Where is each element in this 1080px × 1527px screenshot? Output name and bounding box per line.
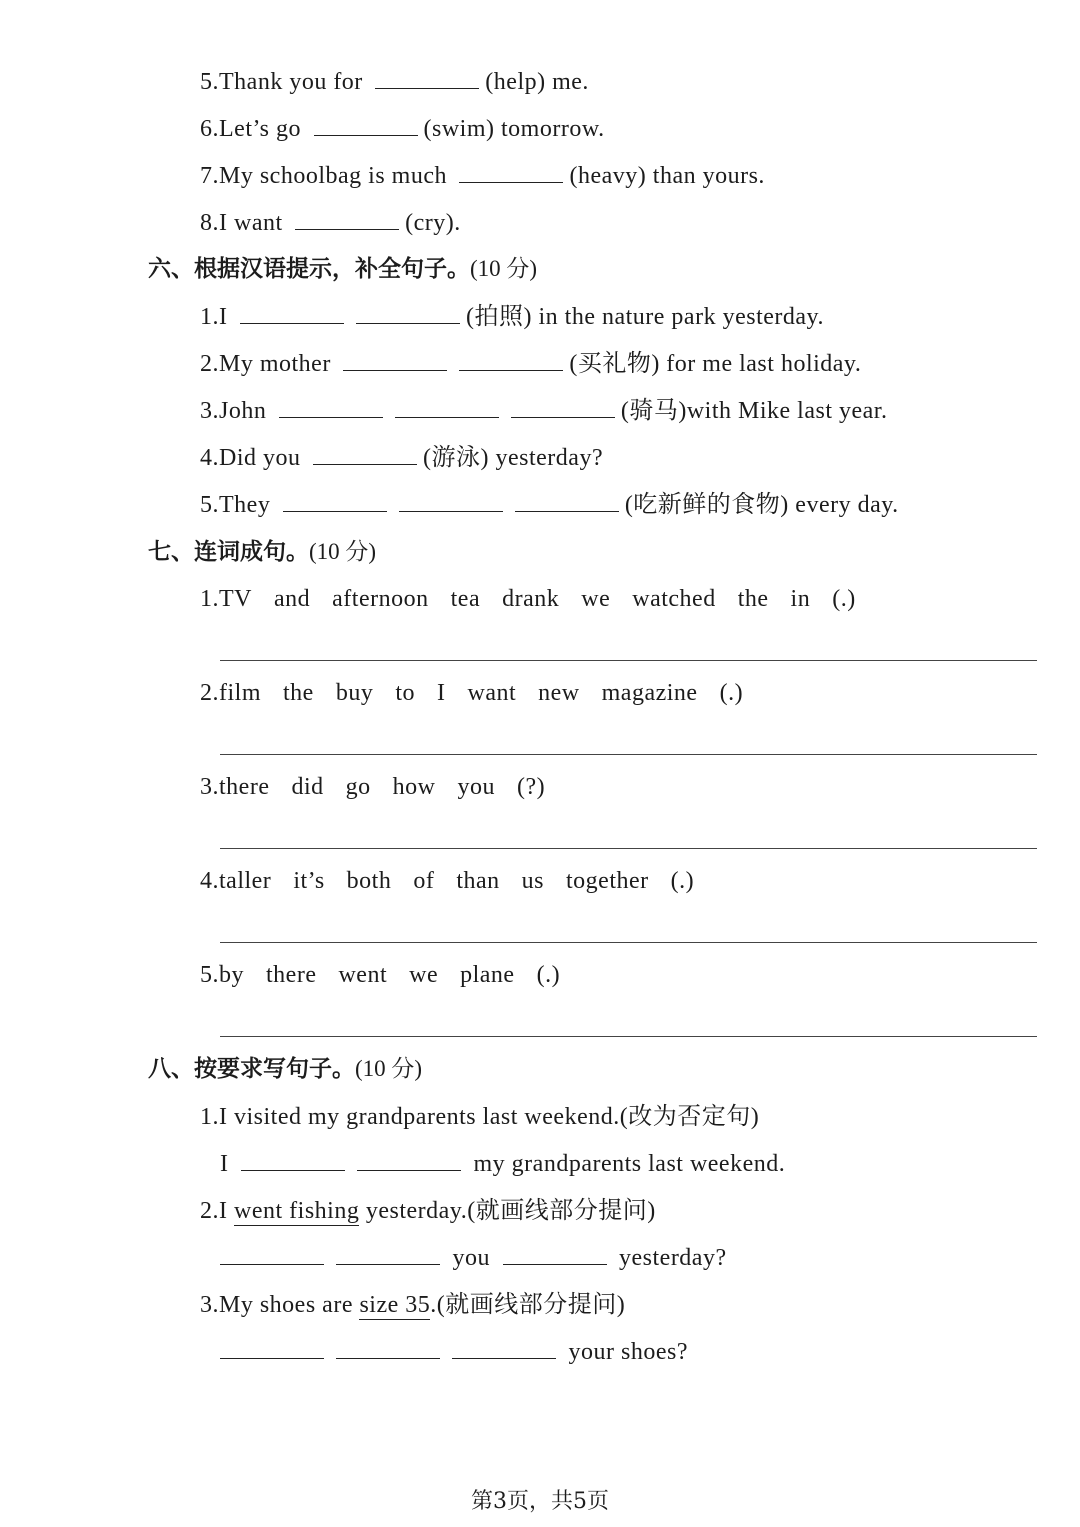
scrambled-word: to (395, 680, 415, 706)
scrambled-word: went (338, 962, 388, 988)
answer-blank[interactable] (399, 491, 503, 512)
item-text: 6.Let’s go (200, 116, 301, 142)
item-number: 5. (200, 962, 219, 988)
s7-item-2 (200, 678, 765, 708)
answer-line[interactable] (220, 942, 1037, 943)
item-text: 5.They (200, 492, 271, 518)
s5-item-8 (200, 208, 461, 238)
s8-q1-prompt: 1.I visited my grandparents last weekend.(改为否定句) (200, 1104, 760, 1130)
scrambled-word: plane (460, 962, 515, 988)
scrambled-word: it’s (293, 868, 325, 894)
item-text: 3.My shoes are (200, 1292, 353, 1318)
scrambled-word: by (219, 962, 244, 988)
s8-q2-answer (220, 1243, 727, 1273)
scrambled-word: we (581, 586, 611, 612)
scrambled-word: you (457, 774, 495, 800)
scrambled-word: how (392, 774, 436, 800)
item-text: (cry). (405, 210, 461, 236)
scrambled-word: us (521, 868, 544, 894)
scrambled-word: afternoon (332, 586, 429, 612)
answer-blank[interactable] (279, 397, 383, 418)
answer-blank[interactable] (356, 303, 460, 324)
section-points: (10 分) (470, 256, 538, 281)
scrambled-word: tea (450, 586, 481, 612)
answer-blank[interactable] (220, 1244, 324, 1265)
item-text: yesterday.(就画线部分提问) (365, 1198, 656, 1224)
s8-q3-answer (220, 1337, 688, 1367)
scrambled-word: both (346, 868, 392, 894)
item-text: your shoes? (568, 1339, 688, 1365)
s6-item-2 (200, 349, 861, 379)
item-text: .(就画线部分提问) (430, 1292, 626, 1318)
item-number: 3. (200, 774, 219, 800)
section7-heading (148, 537, 376, 567)
section-title: 六、根据汉语提示，补全句子。 (148, 256, 470, 282)
scrambled-word: the (283, 680, 314, 706)
answer-blank[interactable] (459, 162, 563, 183)
answer-line[interactable] (220, 1036, 1037, 1037)
s8-q2-prompt (200, 1196, 656, 1226)
answer-blank[interactable] (336, 1338, 440, 1359)
answer-blank[interactable] (459, 350, 563, 371)
item-text: 2.My mother (200, 351, 331, 377)
answer-blank[interactable] (503, 1244, 607, 1265)
answer-blank[interactable] (395, 397, 499, 418)
s5-item-7 (200, 161, 765, 191)
scrambled-word: in (790, 586, 811, 612)
item-number: 2. (200, 680, 219, 706)
item-text: I (220, 1151, 229, 1177)
section-points: (10 分) (355, 1056, 423, 1081)
s7-item-1 (200, 584, 878, 614)
scrambled-word: magazine (601, 680, 698, 706)
item-text: 7.My schoolbag is much (200, 163, 447, 189)
s7-item-4 (200, 866, 716, 896)
answer-blank[interactable] (452, 1338, 556, 1359)
scrambled-word: taller (219, 868, 272, 894)
item-text: (swim) tomorrow. (423, 116, 605, 142)
scrambled-word: TV (219, 586, 252, 612)
scrambled-word: (.) (670, 868, 695, 894)
underlined-phrase: size 35 (359, 1292, 431, 1318)
section-points: (10 分) (309, 539, 377, 564)
answer-blank[interactable] (220, 1338, 324, 1359)
section8-heading (148, 1054, 422, 1084)
answer-blank[interactable] (357, 1150, 461, 1171)
item-text: (买礼物) for me last holiday. (569, 351, 862, 377)
item-text: (拍照) in the nature park yesterday. (466, 304, 824, 330)
scrambled-word: I (437, 680, 446, 706)
scrambled-word: go (345, 774, 371, 800)
s8-q3-prompt (200, 1290, 625, 1320)
scrambled-word: (.) (719, 680, 744, 706)
scrambled-word: film (219, 680, 261, 706)
section-title: 八、按要求写句子。 (148, 1056, 355, 1082)
item-text: (骑马)with Mike last year. (620, 398, 888, 424)
item-text: (吃新鲜的食物) every day. (624, 492, 899, 518)
answer-blank[interactable] (375, 68, 479, 89)
scrambled-word: drank (502, 586, 560, 612)
scrambled-word: (.) (832, 586, 856, 612)
scrambled-word: (?) (516, 774, 546, 800)
scrambled-word: want (467, 680, 517, 706)
scrambled-word: of (413, 868, 435, 894)
scrambled-word: watched (632, 586, 716, 612)
scrambled-word: there (219, 774, 270, 800)
item-text: (help) me. (485, 69, 589, 95)
answer-blank[interactable] (283, 491, 387, 512)
answer-blank[interactable] (240, 303, 344, 324)
scrambled-word: did (291, 774, 324, 800)
item-text: (heavy) than yours. (569, 163, 765, 189)
item-text: my grandparents last weekend. (473, 1151, 786, 1177)
answer-blank[interactable] (515, 491, 619, 512)
s6-item-1 (200, 302, 824, 332)
answer-blank[interactable] (336, 1244, 440, 1265)
scrambled-word: there (266, 962, 317, 988)
s6-item-5 (200, 490, 899, 520)
scrambled-word: buy (335, 680, 374, 706)
answer-line[interactable] (220, 660, 1037, 661)
s8-q1-answer (220, 1149, 785, 1179)
section-title: 七、连词成句。 (148, 539, 309, 565)
s6-item-4 (200, 443, 603, 473)
underlined-phrase: went fishing (234, 1198, 360, 1224)
item-number: 1. (200, 586, 219, 612)
item-text: 4.Did you (200, 445, 301, 471)
answer-blank[interactable] (343, 350, 447, 371)
s5-item-5 (200, 67, 589, 97)
answer-line[interactable] (220, 754, 1037, 755)
item-text: yesterday? (619, 1245, 727, 1271)
answer-blank[interactable] (511, 397, 615, 418)
s5-item-6 (200, 114, 605, 144)
answer-blank[interactable] (314, 115, 418, 136)
item-text: 2.I (200, 1198, 228, 1224)
item-number: 4. (200, 868, 219, 894)
scrambled-word: together (566, 868, 649, 894)
scrambled-word: the (737, 586, 769, 612)
answer-blank[interactable] (313, 444, 417, 465)
s6-item-3 (200, 396, 887, 426)
s7-item-5 (200, 960, 582, 990)
item-text: 5.Thank you for (200, 69, 363, 95)
scrambled-word: we (409, 962, 439, 988)
answer-blank[interactable] (295, 209, 399, 230)
scrambled-word: (.) (536, 962, 561, 988)
scrambled-word: and (274, 586, 311, 612)
s7-item-3 (200, 772, 567, 802)
item-text: you (452, 1245, 490, 1271)
answer-line[interactable] (220, 848, 1037, 849)
scrambled-word: new (538, 680, 580, 706)
item-text: (游泳) yesterday? (423, 445, 604, 471)
item-text: 8.I want (200, 210, 283, 236)
item-text: 3.John (200, 398, 267, 424)
item-text: 1.I (200, 304, 228, 330)
answer-blank[interactable] (241, 1150, 345, 1171)
page-number: 第3页，共5页 (471, 1489, 609, 1514)
section6-heading (148, 254, 537, 284)
scrambled-word: than (456, 868, 500, 894)
